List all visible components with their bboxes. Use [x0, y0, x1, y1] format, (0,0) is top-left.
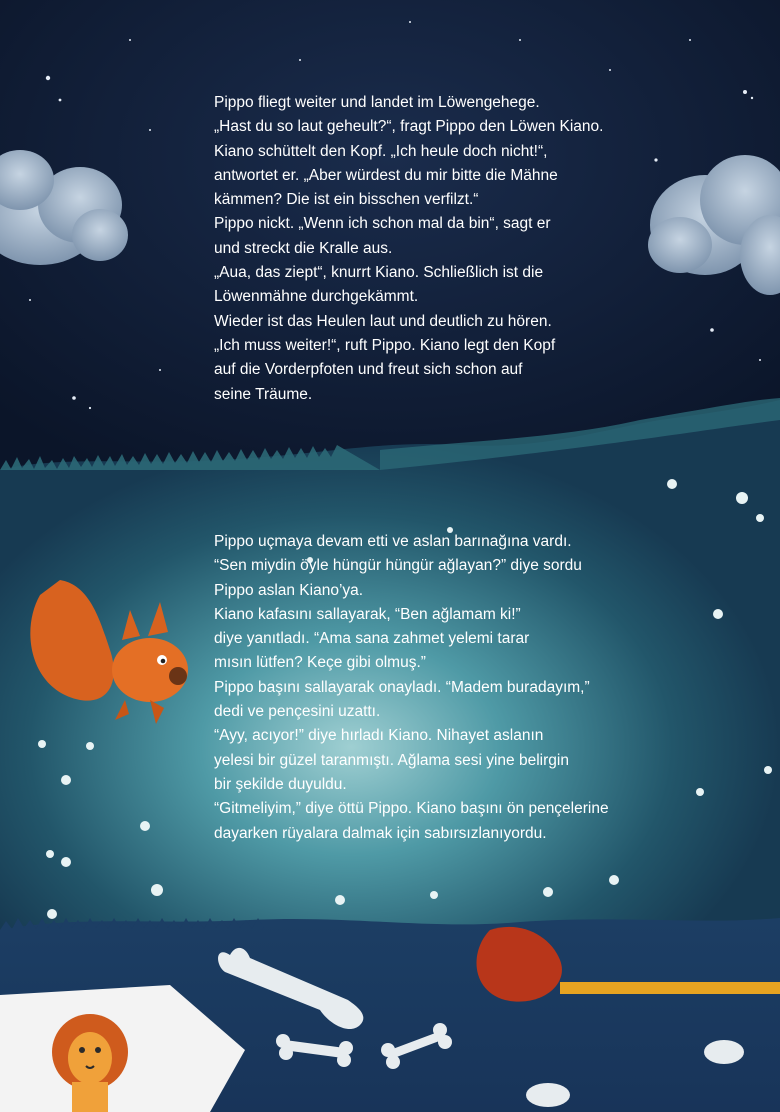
german-story-text: Pippo fliegt weiter und landet im Löwengehege. „Hast du so laut geheult?“, fragt Pippo den Löwen Kiano. Kiano schüttelt den Kopf. „Ich heule doch nicht!“, antwortet er. „Aber würdest du mir bitte die Mähne kämmen? Die ist ein bisschen verfilzt.“ Pippo nickt. „Wenn ich schon mal da bin“, sagt er und streckt die Kralle aus. „Aua, das ziept“, knurrt Kiano. Schließlich ist die Löwenmähne durchgekämmt. Wieder ist das Heulen laut und deutlich zu hören. „Ich muss weiter!“, ruft Pippo. Kiano legt den Kopf auf die Vorderpfoten und freut sich schon auf seine Träume. [214, 94, 604, 403]
turkish-story-text: Pippo uçmaya devam etti ve aslan barınağına vardı. “Sen miydin öyle hüngür hüngür ağlayan?” diye sordu Pippo aslan Kiano’ya. Kiano kafasını sallayarak, “Ben ağlamam ki!” diye yanıtladı. “Ama sana zahmet yelemi tarar mısın lütfen? Keçe gibi olmuş.” Pippo başını sallayarak onayladı. “Madem buradayım,” dedi ve pençesini uzattı. “Ayy, acıyor!” diye hırladı Kiano. Nihayet aslanın yelesi bir güzel taranmıştı. Ağlama sesi yine belirgin bir şekilde duyuldu. “Gitmeliyim,” diye öttü Pippo. Kiano başını ön pençelerine dayarken rüyalara dalmak için sabırsızlanıyordu. [214, 533, 609, 842]
